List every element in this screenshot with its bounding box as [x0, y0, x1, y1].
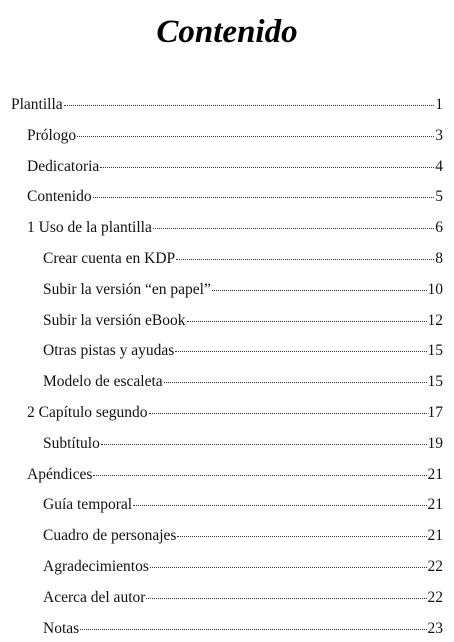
toc-page-number: 22 [427, 558, 443, 575]
toc-entry-label: Contenido [27, 188, 92, 206]
toc-entry-label: 2 Capítulo segundo [27, 404, 148, 421]
dot-leader [150, 566, 427, 568]
toc-page-number: 19 [427, 434, 443, 452]
toc-entry-label: Subir la versión “en papel” [43, 280, 211, 298]
dot-leader [176, 258, 434, 260]
toc-entry[interactable] [27, 464, 443, 486]
toc-page-number: 3 [435, 126, 443, 144]
dot-leader [93, 196, 435, 198]
toc-entry-label: 1 Uso de la plantilla [27, 219, 152, 237]
toc-page-number: 21 [427, 496, 443, 514]
dot-leader [153, 227, 434, 229]
toc-page-number: 8 [435, 250, 443, 267]
toc-entry-label: Plantilla [11, 96, 63, 113]
dot-leader [133, 504, 426, 506]
toc-entry[interactable] [27, 217, 443, 239]
toc-entry-label: Cuadro de personajes [43, 527, 177, 545]
toc-entry[interactable] [43, 525, 443, 547]
toc-page-number: 6 [435, 219, 443, 237]
dot-leader [164, 381, 427, 383]
toc-entry[interactable] [43, 494, 443, 516]
toc-page-number: 17 [427, 404, 443, 421]
toc-entry-label: Modelo de escaleta [43, 373, 163, 391]
toc-page-number: 15 [427, 342, 443, 360]
toc-entry[interactable] [43, 248, 443, 270]
dot-leader [212, 289, 427, 291]
toc-page-number: 21 [427, 465, 443, 483]
toc-page-number: 4 [435, 157, 443, 175]
toc-page-number: 1 [435, 96, 443, 113]
toc-entry-label: Apéndices [27, 465, 93, 483]
toc-entry-label: Otras pistas y ayudas [43, 342, 175, 360]
dot-leader [187, 320, 427, 322]
dot-leader [101, 443, 427, 445]
dot-leader [175, 350, 426, 352]
page-title: Contenido [156, 14, 298, 50]
toc-entry[interactable] [43, 279, 443, 301]
toc-page-number: 23 [427, 619, 443, 637]
toc-page-number: 12 [427, 311, 443, 329]
toc-entry[interactable] [11, 94, 443, 116]
toc-entry[interactable] [43, 310, 443, 332]
toc-entry[interactable] [43, 371, 443, 393]
toc-page-number: 10 [427, 280, 443, 298]
toc-page-number: 21 [427, 527, 443, 545]
dot-leader [93, 474, 426, 476]
toc-entry[interactable] [43, 340, 443, 362]
dot-leader [149, 412, 427, 414]
toc-entry-label: Agradecimientos [43, 558, 149, 575]
toc-entry[interactable] [43, 618, 443, 640]
toc-entry-label: Subir la versión eBook [43, 311, 186, 329]
toc-entry[interactable] [43, 556, 443, 578]
dot-leader [177, 535, 426, 537]
toc-entry[interactable] [43, 433, 443, 455]
toc-entry-label: Prólogo [27, 126, 77, 144]
toc-entry-label: Dedicatoria [27, 157, 100, 175]
dot-leader [64, 104, 435, 106]
toc-entry[interactable] [43, 587, 443, 609]
toc-page-number: 15 [427, 373, 443, 391]
toc-entry-label: Guía temporal [43, 496, 133, 514]
dot-leader [80, 628, 426, 630]
toc-page-number: 5 [435, 188, 443, 206]
toc-entry-label: Crear cuenta en KDP [43, 250, 176, 267]
toc-page-number: 22 [427, 588, 443, 606]
dot-leader [146, 597, 426, 599]
toc-entry[interactable] [27, 125, 443, 147]
toc-entry-label: Acerca del autor [43, 588, 146, 606]
dot-leader [77, 135, 434, 137]
dot-leader [100, 166, 434, 168]
toc-entry[interactable] [27, 156, 443, 178]
toc-entry-label: Subtítulo [43, 434, 100, 452]
toc-entry[interactable] [27, 402, 443, 424]
toc-entry[interactable] [27, 186, 443, 208]
toc-entry-label: Notas [43, 619, 80, 637]
